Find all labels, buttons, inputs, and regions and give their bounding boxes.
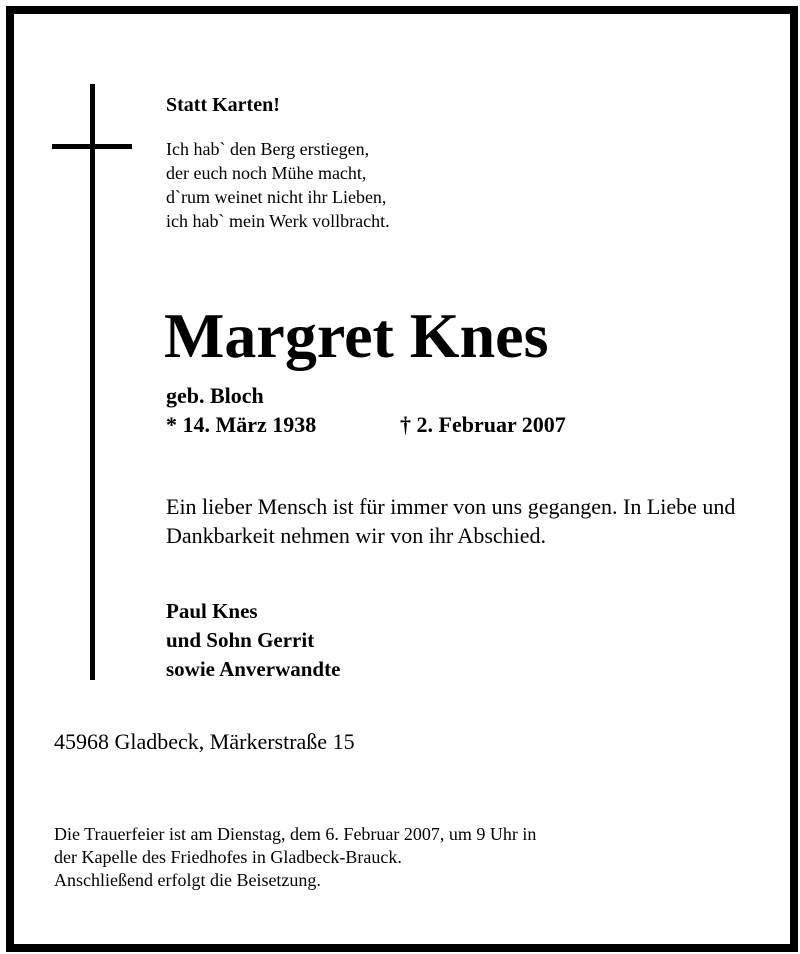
- poem-line: der euch noch Mühe macht,: [166, 163, 367, 183]
- notice-heading: Statt Karten!: [166, 94, 280, 116]
- cross-icon: [90, 84, 95, 680]
- death-date: † 2. Februar 2007: [400, 412, 566, 437]
- birth-name: geb. Bloch: [166, 383, 264, 408]
- service-line: Die Trauerfeier ist am Dienstag, dem 6. Februar 2007, um 9 Uhr in: [54, 824, 537, 844]
- signers: [166, 597, 340, 684]
- notice-border: [6, 6, 798, 952]
- deceased-name: Margret Knes: [164, 300, 549, 371]
- life-dates: [166, 412, 566, 438]
- cross-icon-bar: [52, 144, 132, 149]
- signer-line: sowie Anverwandte: [166, 657, 341, 681]
- birth-date: * 14. März 1938: [166, 412, 317, 437]
- address: 45968 Gladbeck, Märkerstraße 15: [54, 729, 355, 754]
- poem-line: ich hab` mein Werk vollbracht.: [166, 211, 390, 231]
- poem-line: d`rum weinet nicht ihr Lieben,: [166, 187, 387, 207]
- service-line: der Kapelle des Friedhofes in Gladbeck-Brauck.: [54, 847, 402, 867]
- signer-line: und Sohn Gerrit: [166, 628, 315, 652]
- poem-line: Ich hab` den Berg erstiegen,: [166, 139, 370, 159]
- poem: [166, 137, 390, 233]
- service-line: Anschließend erfolgt die Beisetzung.: [54, 870, 321, 890]
- service-info: [54, 823, 536, 892]
- signer-line: Paul Knes: [166, 599, 258, 623]
- farewell-message: Ein lieber Mensch ist für immer von uns gegangen. In Liebe und Dankbarkeit nehmen wir von ihr Abschied.: [166, 494, 736, 548]
